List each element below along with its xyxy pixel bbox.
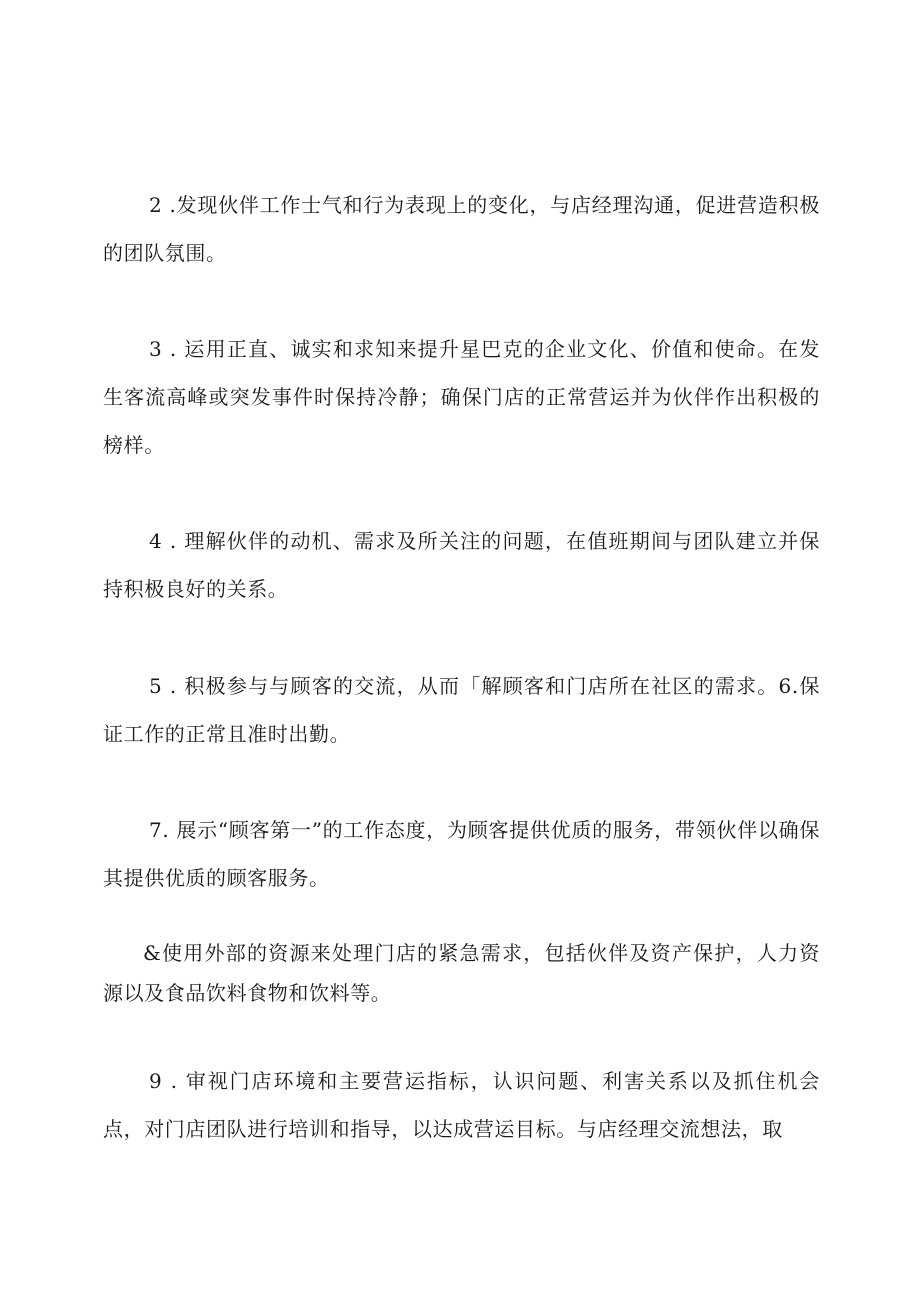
- paragraph-item-9: 9 . 审视门店环境和主要营运指标，认识问题、利害关系以及抓住机会点，对门店团队进行培训和指导，以达成营运目标。与店经理交流想法，取: [103, 1069, 820, 1141]
- paragraph-item-4: 4 . 理解伙伴的动机、需求及所关注的问题，在值班期间与团队建立并保持积极良好的关系。: [103, 529, 820, 601]
- paragraph-item-5-6: 5 . 积极参与与顾客的交流，从而「解顾客和门店所在社区的需求。6.保证工作的正常且准时出勤。: [103, 674, 820, 746]
- paragraph-item-7: 7. 展示“顾客第一”的工作态度，为顾客提供优质的服务，带领伙伴以确保其提供优质的顾客服务。: [103, 818, 820, 890]
- paragraph-item-3: 3 . 运用正直、诚实和求知来提升星巴克的企业文化、价值和使命。在发生客流高峰或突发事件时保持冷静；确保门店的正常营运并为伙伴作出积极的榜样。: [103, 337, 820, 457]
- paragraph-item-8: &使用外部的资源来处理门店的紧急需求，包括伙伴及资产保护，人力资源以及食品饮料食物和饮料等。: [103, 941, 820, 1005]
- paragraph-item-2: 2 .发现伙伴工作士气和行为表现上的变化，与店经理沟通，促进营造积极的团队氛围。: [103, 193, 820, 265]
